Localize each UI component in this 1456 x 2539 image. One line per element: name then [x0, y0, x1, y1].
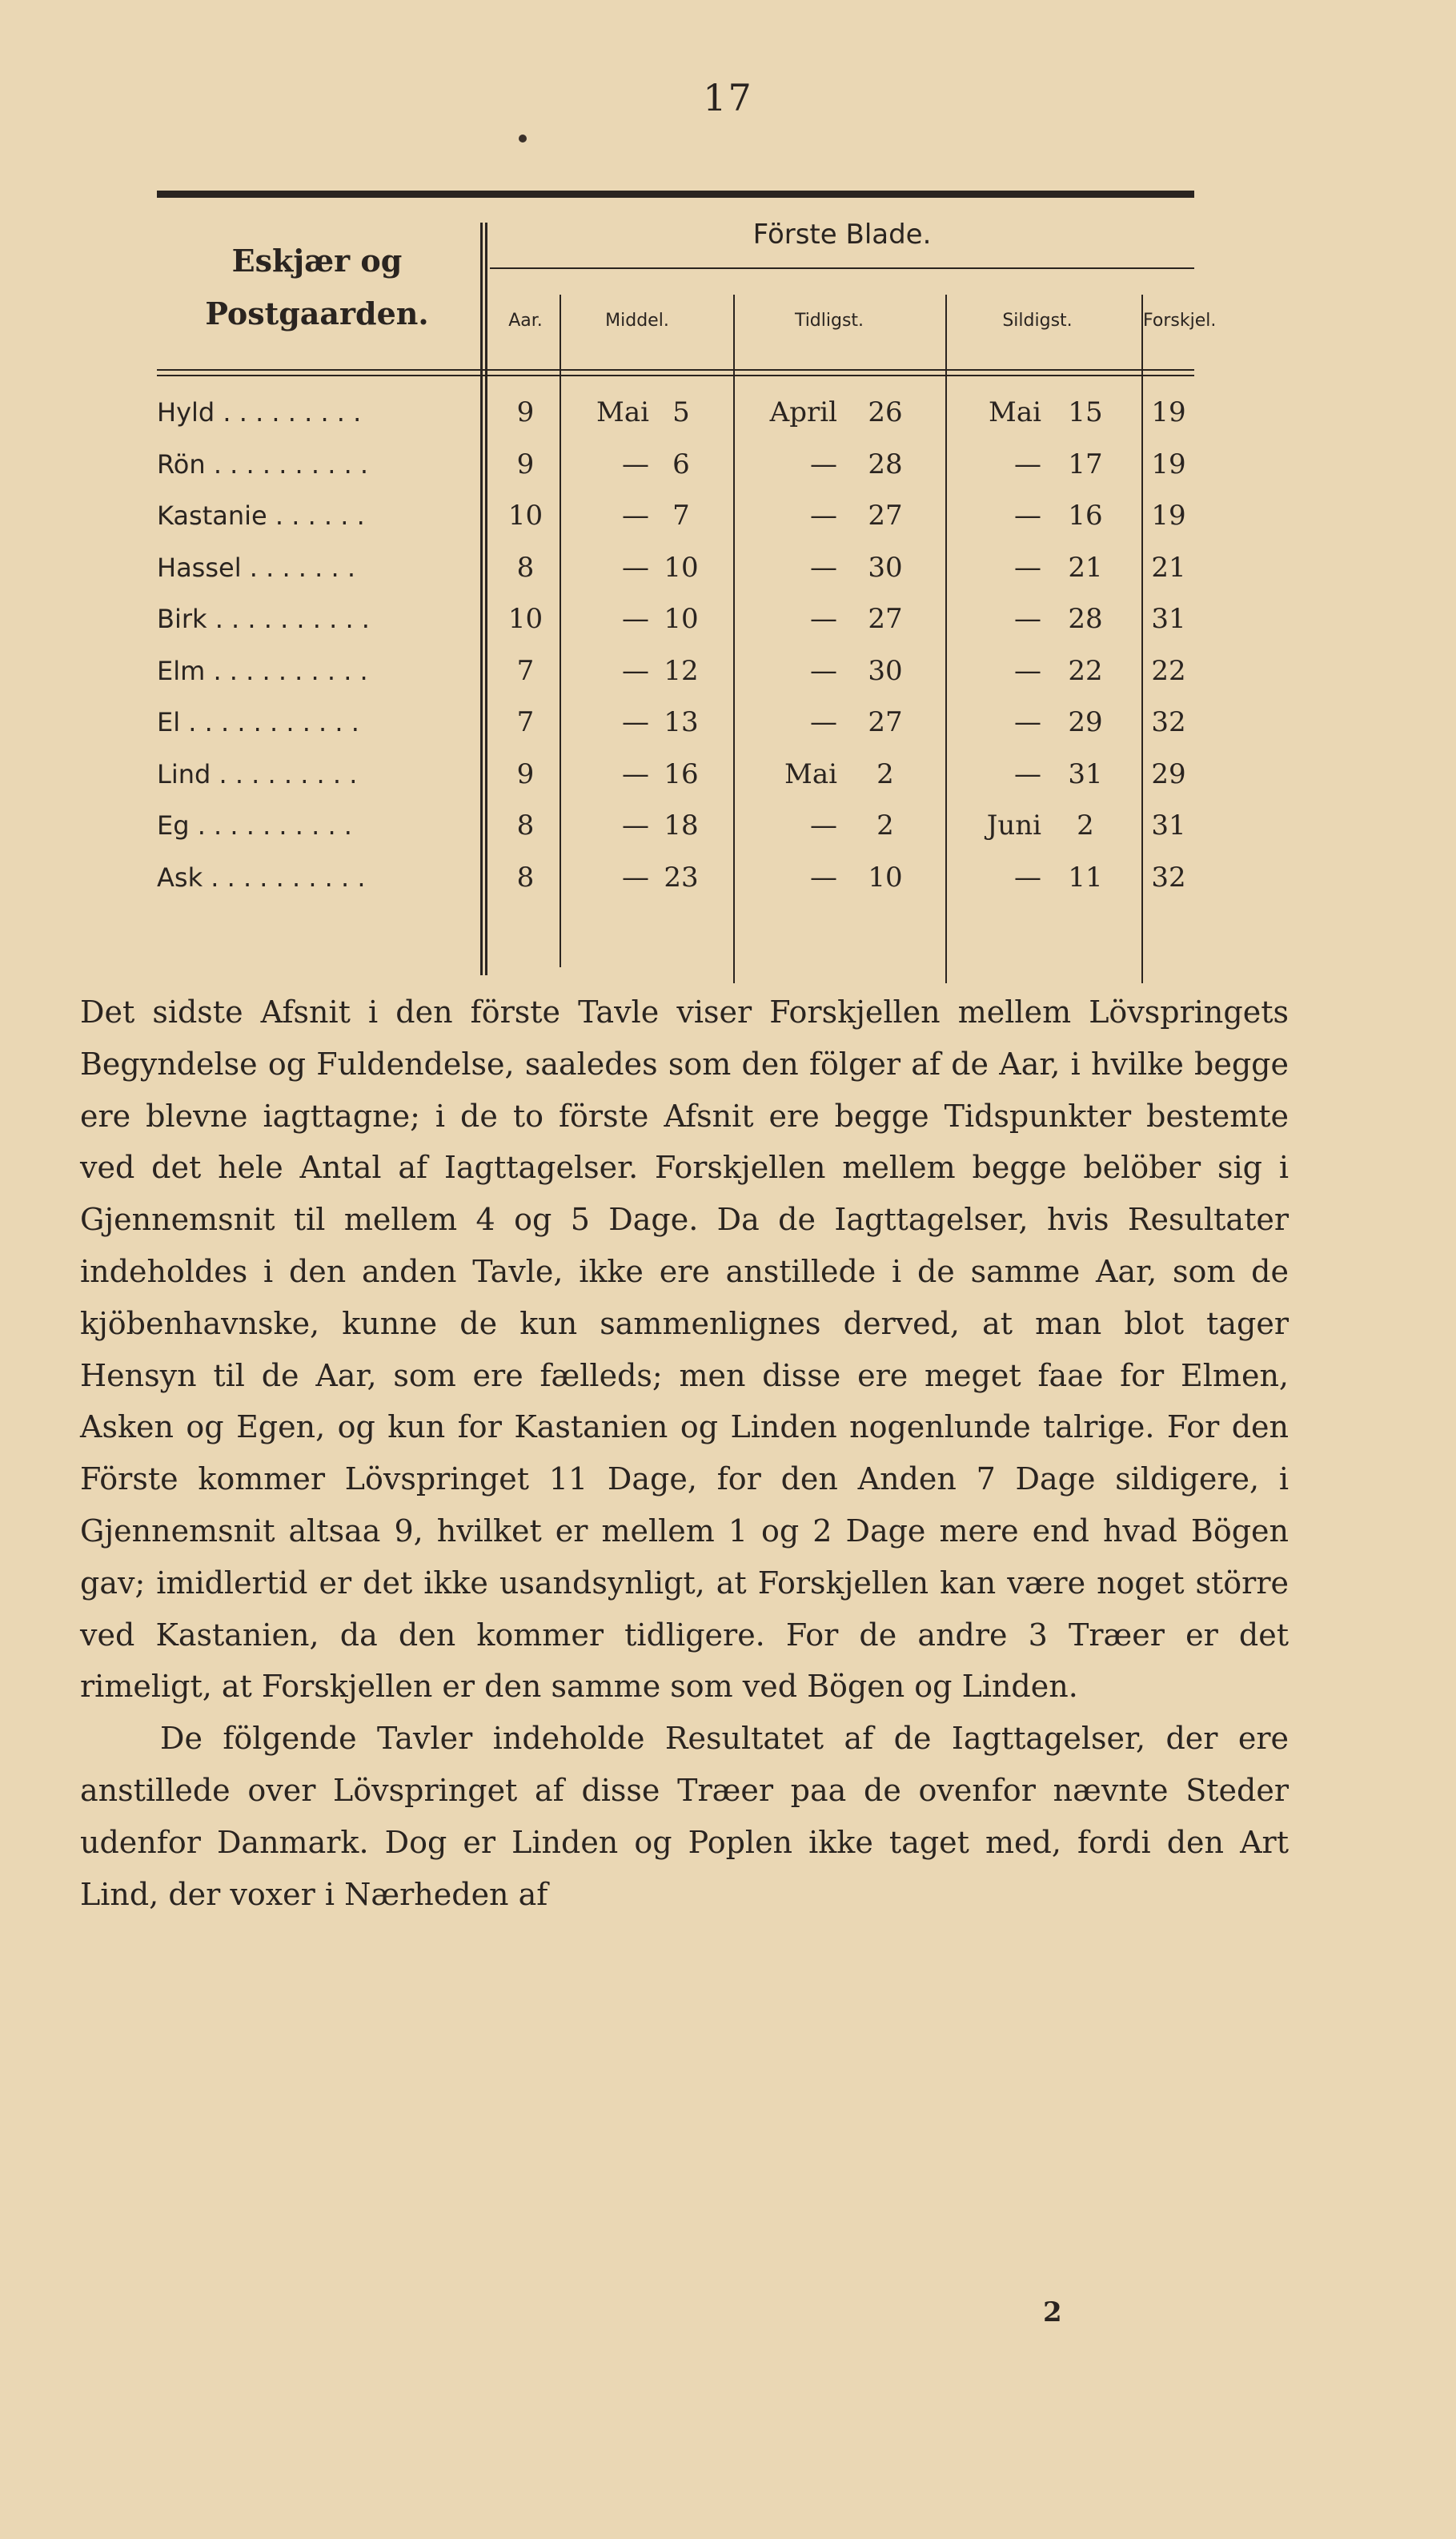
cell-middel-month: —: [622, 810, 649, 842]
cell-middel-day: 16: [664, 757, 699, 790]
cell-tidligst-month: —: [810, 603, 837, 635]
tree-name: Ask . . . . . . . . . .: [157, 862, 366, 893]
cell-aar: 9: [516, 757, 535, 790]
cell-aar: 9: [516, 396, 535, 428]
cell-forskjel: 22: [1151, 654, 1186, 687]
cell-aar: 9: [516, 448, 535, 480]
cell-sildigst-day: 15: [1068, 396, 1103, 428]
group-title-rule: [490, 267, 1194, 269]
tree-name: Hassel . . . . . . .: [157, 552, 355, 583]
cell-forskjel: 19: [1151, 448, 1186, 480]
cell-tidligst-day: 27: [868, 706, 903, 738]
cell-sildigst-day: 29: [1068, 706, 1103, 738]
cell-sildigst-day: 17: [1068, 448, 1103, 480]
cell-sildigst-day: 2: [1077, 810, 1094, 842]
table-row: [157, 542, 1194, 593]
cell-sildigst-month: —: [1014, 861, 1041, 894]
body-text: [80, 986, 1289, 1920]
cell-middel-day: 6: [672, 448, 690, 480]
cell-sildigst-day: 11: [1068, 861, 1103, 894]
column-header-forskjel: Forskjel.: [1143, 311, 1217, 331]
cell-aar: 10: [507, 500, 543, 532]
column-header-middel: Middel.: [605, 311, 669, 331]
cell-forskjel: 19: [1151, 500, 1186, 532]
cell-middel-day: 10: [664, 551, 699, 584]
cell-tidligst-day: 28: [868, 448, 903, 480]
cell-aar: 7: [516, 654, 535, 687]
cell-tidligst-day: 2: [876, 810, 894, 842]
table-row: [157, 645, 1194, 697]
page-number: 17: [703, 76, 753, 119]
tree-name: Kastanie . . . . . .: [157, 500, 365, 531]
table-row: [157, 852, 1194, 903]
column-header-sildigst: Sildigst.: [1002, 311, 1073, 331]
tree-name: Eg . . . . . . . . . .: [157, 810, 352, 841]
table-top-rule: [157, 191, 1194, 198]
cell-aar: 10: [507, 603, 543, 635]
cell-aar: 8: [516, 861, 535, 894]
column-header-tidligst: Tidligst.: [794, 311, 864, 331]
cell-sildigst-day: 16: [1068, 500, 1103, 532]
cell-tidligst-day: 2: [876, 757, 894, 790]
tree-name: Rön . . . . . . . . . .: [157, 448, 369, 480]
cell-tidligst-day: 27: [868, 603, 903, 635]
cell-sildigst-month: —: [1014, 654, 1041, 687]
cell-middel-day: 7: [672, 500, 690, 532]
cell-sildigst-day: 31: [1068, 757, 1103, 790]
cell-aar: 8: [516, 810, 535, 842]
tree-name: Lind . . . . . . . . .: [157, 758, 358, 789]
table-group-title: Förste Blade.: [752, 219, 932, 251]
cell-tidligst-day: 10: [868, 861, 903, 894]
tree-name: Elm . . . . . . . . . .: [157, 655, 368, 686]
stub-title-line2: Postgaarden.: [205, 295, 429, 331]
cell-tidligst-month: Mai: [784, 757, 837, 790]
cell-sildigst-month: —: [1014, 448, 1041, 480]
cell-middel-month: —: [622, 654, 649, 687]
table-row: [157, 749, 1194, 800]
cell-middel-day: 5: [672, 396, 690, 428]
cell-middel-month: —: [622, 603, 649, 635]
cell-tidligst-day: 30: [868, 551, 903, 584]
cell-tidligst-day: 26: [868, 396, 903, 428]
cell-middel-month: —: [622, 757, 649, 790]
cell-sildigst-day: 22: [1068, 654, 1103, 687]
cell-aar: 8: [516, 551, 535, 584]
table-row: [157, 439, 1194, 490]
tree-name: El . . . . . . . . . . .: [157, 707, 359, 737]
cell-sildigst-month: —: [1014, 603, 1041, 635]
cell-middel-month: —: [622, 706, 649, 738]
stub-title-line1: Eskjær og: [231, 243, 403, 279]
paragraph-1: Det sidste Afsnit i den förste Tavle viser Forskjellen mellem Lövspringets Begyndelse og Fuldendelse, saaledes som den fölger af de Aar, i hvilke begge ere blevne iagttagne; i de to förste Afsnit ere begge Tidspunkter bestemte ved det hele Antal af Iagttagelser. Forskjellen mellem begge belöber sig i Gjennemsnit til mellem 4 og 5 Dage. Da de Iagttagelser, hvis Resultater indeholdes i den anden Tavle, ikke ere anstillede i de samme Aar, som de kjöbenhavnske, kunne de kun sammenlignes derved, at man blot tager Hensyn til de Aar, som ere fælleds; men disse ere meget faae for Elmen, Asken og Egen, og kun for Kastanien og Linden nogenlunde talrige. For den Förste kommer Lövspringet 11 Dage, for den Anden 7 Dage sildigere, i Gjennemsnit altsaa 9, hvilket er mellem 1 og 2 Dage mere end hvad Bögen gav; imidlertid er det ikke usandsynligt, at Forskjellen kan være noget större ved Kastanien, da den kommer tidligere. For de andre 3 Træer er det rimeligt, at Forskjellen er den samme som ved Bögen og Linden.: [80, 994, 1289, 1705]
cell-sildigst-month: —: [1014, 757, 1041, 790]
cell-sildigst-month: Juni: [986, 810, 1041, 842]
cell-middel-month: —: [622, 448, 649, 480]
cell-tidligst-month: —: [810, 861, 837, 894]
cell-forskjel: 31: [1151, 810, 1186, 842]
cell-sildigst-month: —: [1014, 551, 1041, 584]
cell-forskjel: 19: [1151, 396, 1186, 428]
paragraph-2: De fölgende Tavler indeholde Resultatet af de Iagttagelser, der ere anstillede over Lövspringet af disse Træer paa de ovenfor nævnte Steder udenfor Danmark. Dog er Linden og Poplen ikke taget med, fordi den Art Lind, der voxer i Nærheden af: [80, 1721, 1289, 1912]
table-row: [157, 593, 1194, 645]
header-rule-double: [157, 375, 1194, 376]
ink-dot: [519, 135, 527, 143]
cell-middel-day: 12: [664, 654, 699, 687]
table-row: [157, 800, 1194, 851]
cell-tidligst-month: —: [810, 500, 837, 532]
cell-forskjel: 31: [1151, 603, 1186, 635]
cell-middel-month: —: [622, 861, 649, 894]
cell-middel-day: 13: [664, 706, 699, 738]
cell-middel-day: 18: [664, 810, 699, 842]
cell-middel-month: —: [622, 551, 649, 584]
cell-sildigst-month: —: [1014, 500, 1041, 532]
cell-middel-day: 10: [664, 603, 699, 635]
cell-middel-day: 23: [664, 861, 699, 894]
signature-mark: 2: [1043, 2296, 1062, 2328]
header-rule: [157, 369, 1194, 371]
cell-tidligst-day: 27: [868, 500, 903, 532]
cell-tidligst-month: April: [769, 396, 837, 428]
cell-forskjel: 29: [1151, 757, 1186, 790]
cell-sildigst-day: 28: [1068, 603, 1103, 635]
cell-middel-month: Mai: [596, 396, 649, 428]
cell-tidligst-month: —: [810, 448, 837, 480]
cell-tidligst-month: —: [810, 654, 837, 687]
tree-name: Birk . . . . . . . . . .: [157, 604, 370, 634]
cell-sildigst-month: Mai: [989, 396, 1041, 428]
table-row: [157, 387, 1194, 438]
cell-tidligst-month: —: [810, 810, 837, 842]
cell-forskjel: 21: [1151, 551, 1186, 584]
cell-tidligst-month: —: [810, 551, 837, 584]
cell-sildigst-month: —: [1014, 706, 1041, 738]
cell-middel-month: —: [622, 500, 649, 532]
table-stub-title: [157, 235, 477, 340]
table-row: [157, 490, 1194, 541]
tree-name: Hyld . . . . . . . . .: [157, 397, 362, 428]
cell-sildigst-day: 21: [1068, 551, 1103, 584]
cell-forskjel: 32: [1151, 861, 1186, 894]
cell-aar: 7: [516, 706, 535, 738]
table-row: [157, 697, 1194, 748]
cell-tidligst-day: 30: [868, 654, 903, 687]
cell-tidligst-month: —: [810, 706, 837, 738]
cell-forskjel: 32: [1151, 706, 1186, 738]
column-header-aar: Aar.: [508, 311, 543, 331]
